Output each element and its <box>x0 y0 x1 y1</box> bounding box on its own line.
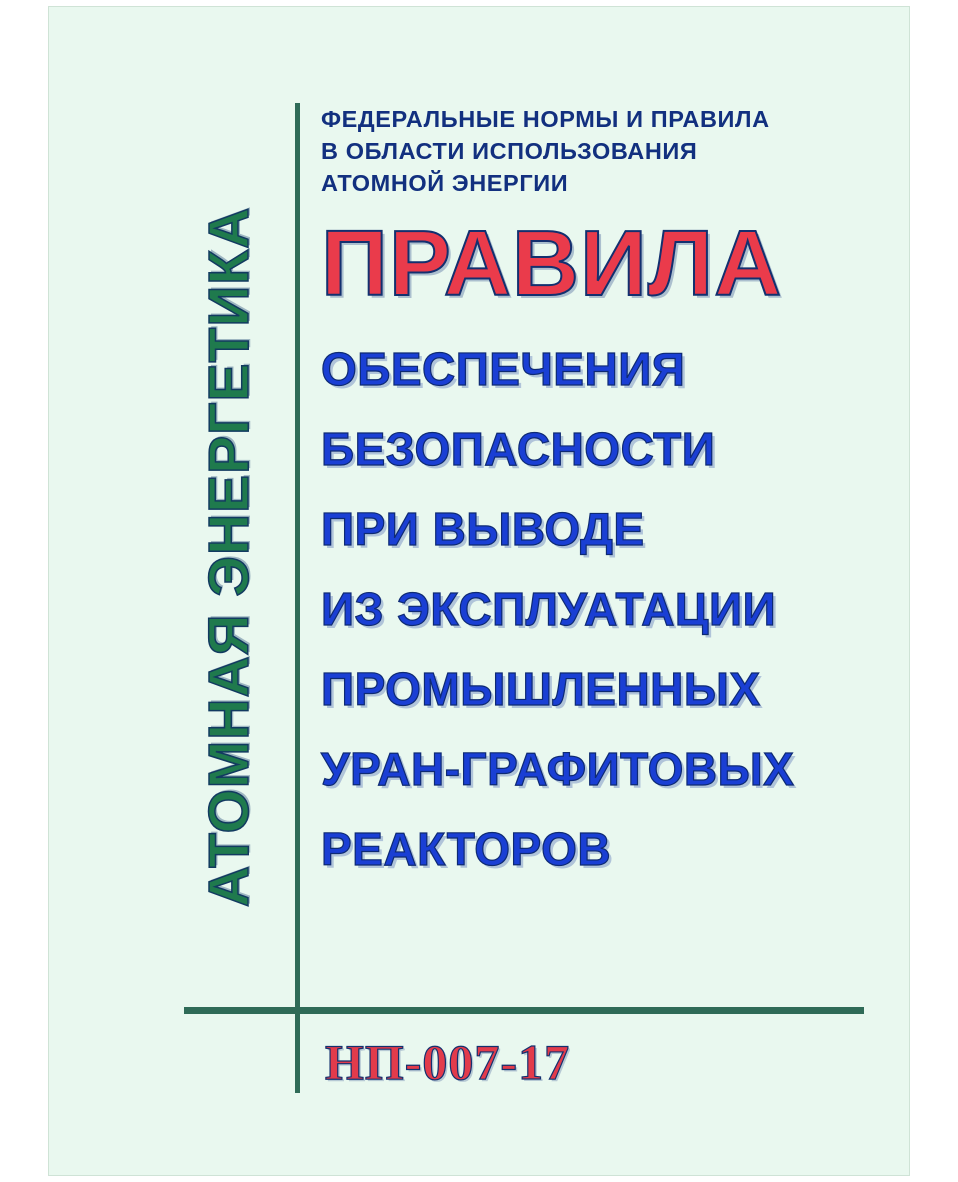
subtitle-line-7: РЕАКТОРОВ <box>321 823 612 875</box>
subtitle-line-3: ПРИ ВЫВОДЕ <box>321 503 645 555</box>
document-cover <box>48 6 910 1176</box>
subtitle-line-4: ИЗ ЭКСПЛУАТАЦИИ <box>321 583 777 635</box>
eyebrow-line-1: ФЕДЕРАЛЬНЫЕ НОРМЫ И ПРАВИЛА <box>321 106 770 132</box>
document-number: НП-007-17 <box>325 1034 571 1090</box>
subtitle-block <box>321 329 901 889</box>
cover-content <box>321 103 901 889</box>
eyebrow-heading <box>321 103 901 199</box>
vertical-divider <box>295 103 300 1093</box>
spine-title-area <box>159 97 299 1017</box>
eyebrow-line-2: В ОБЛАСТИ ИСПОЛЬЗОВАНИЯ <box>321 138 698 164</box>
subtitle-line-6: УРАН-ГРАФИТОВЫХ <box>321 743 795 795</box>
horizontal-divider <box>184 1007 864 1014</box>
subtitle-line-5: ПРОМЫШЛЕННЫХ <box>321 663 761 715</box>
eyebrow-line-3: АТОМНОЙ ЭНЕРГИИ <box>321 170 569 196</box>
subtitle-line-1: ОБЕСПЕЧЕНИЯ <box>321 343 686 395</box>
page-title: ПРАВИЛА <box>321 211 783 315</box>
subtitle-line-2: БЕЗОПАСНОСТИ <box>321 423 716 475</box>
spine-title: АТОМНАЯ ЭНЕРГЕТИКА <box>197 206 261 908</box>
